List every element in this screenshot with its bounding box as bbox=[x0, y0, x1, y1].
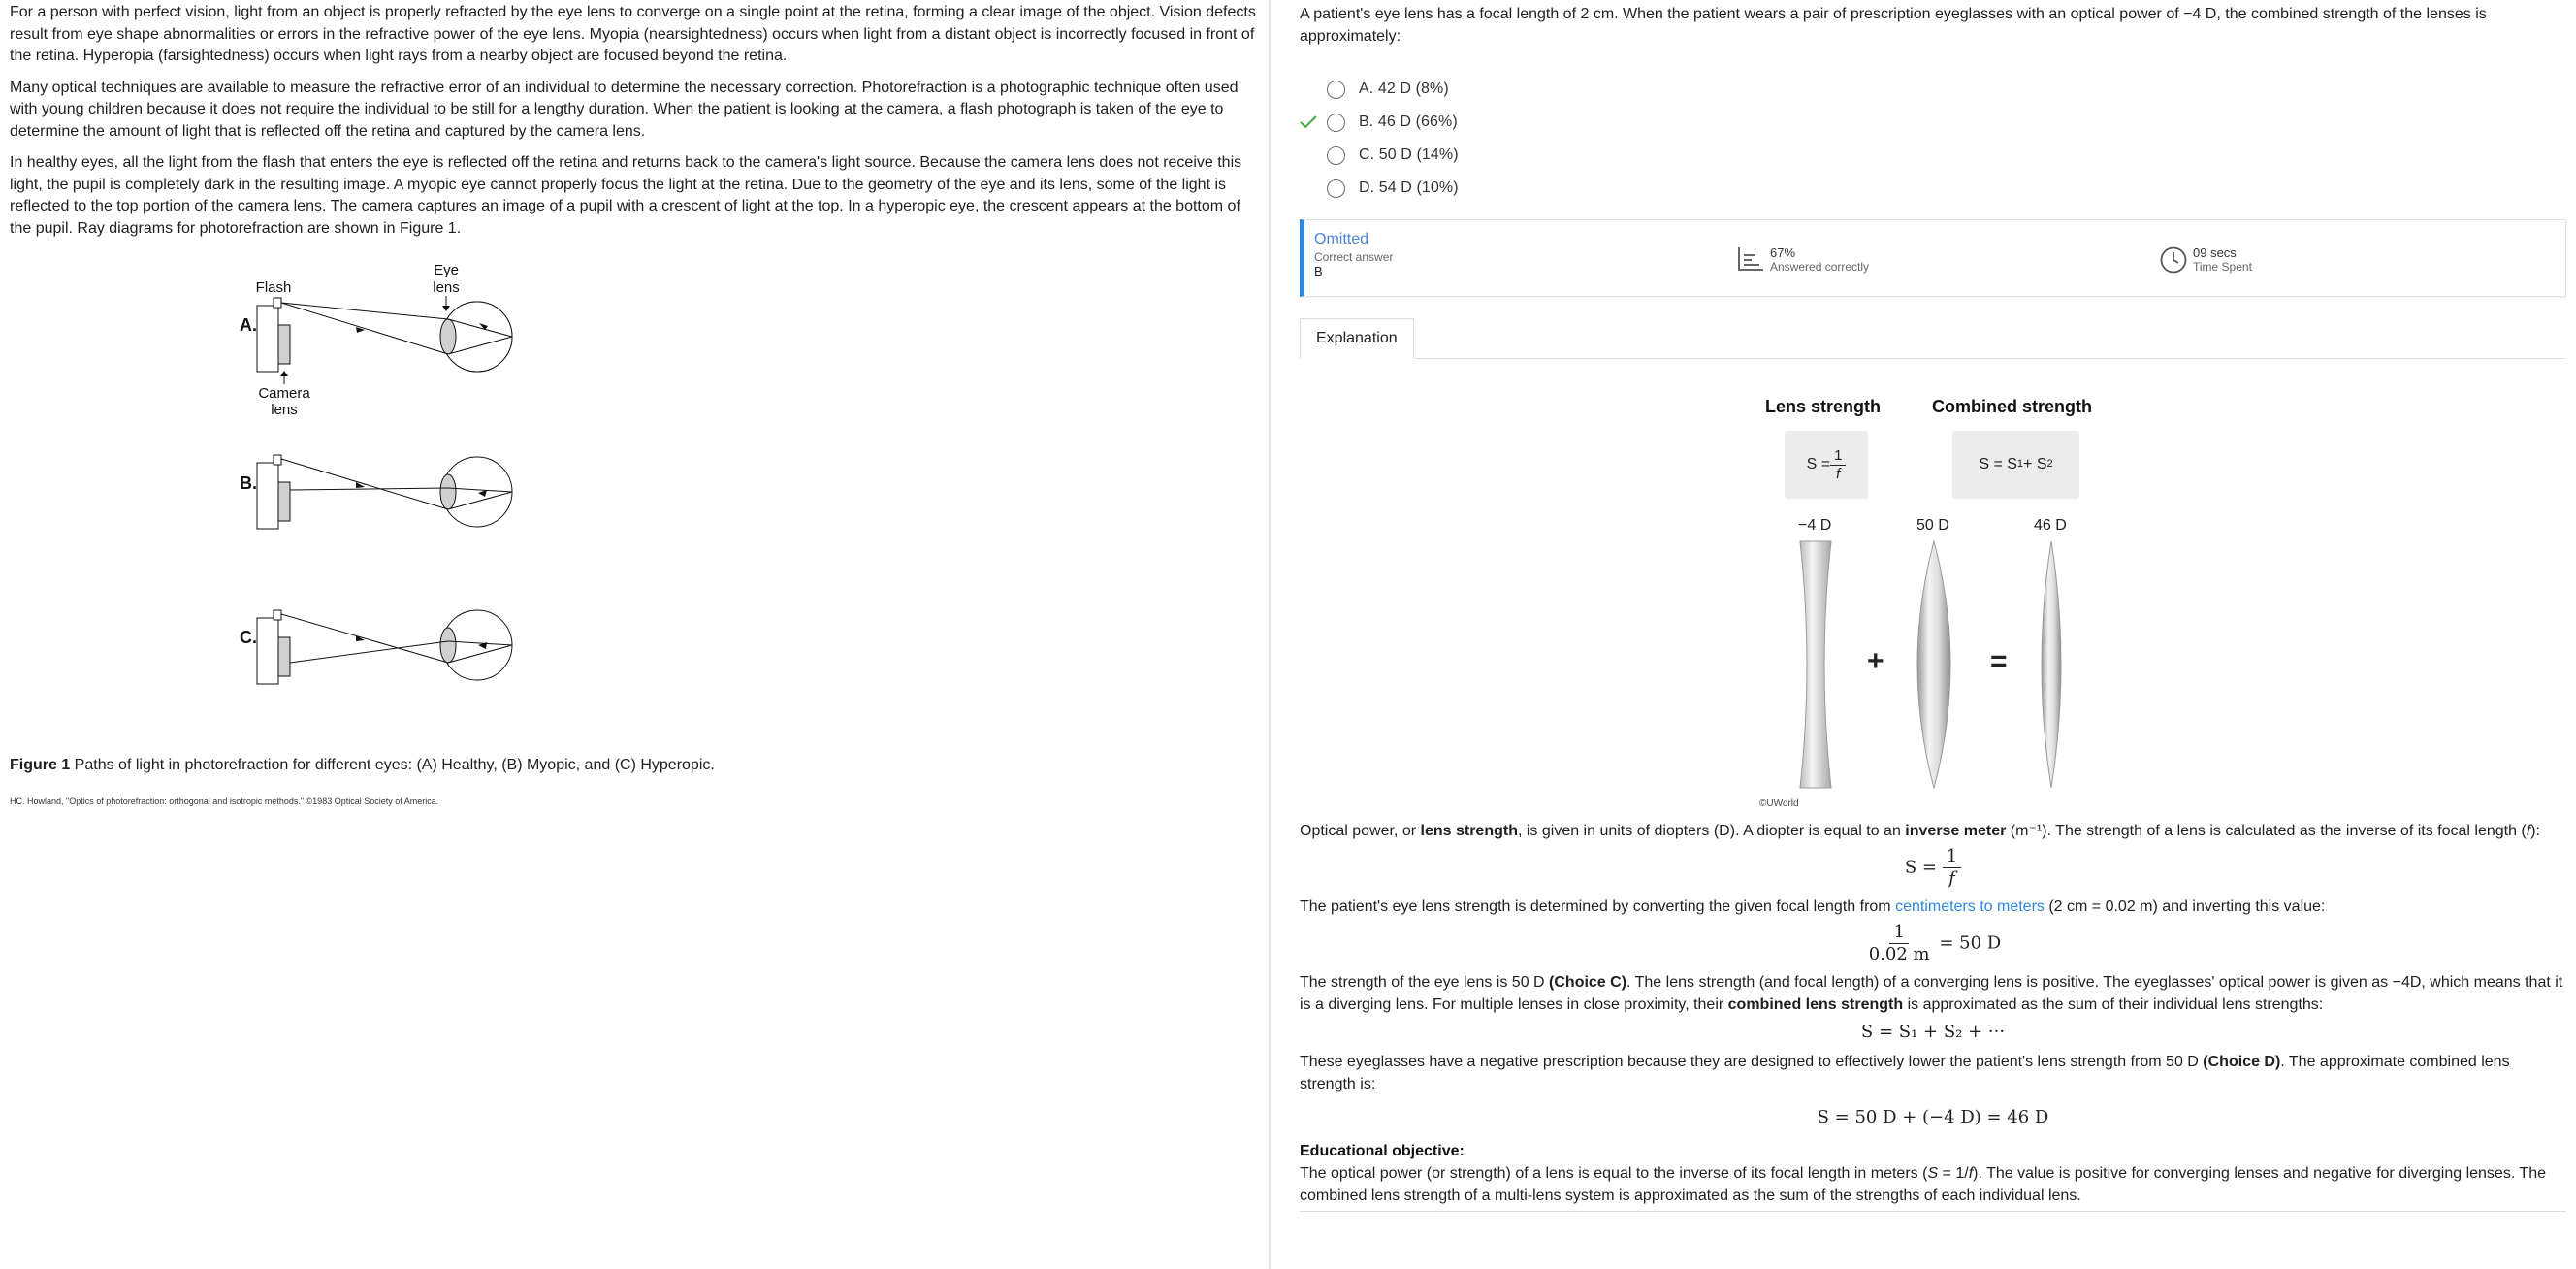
passage-paragraph-1: For a person with perfect vision, light from an object is properly refracted by the eye lens to converge on a single point at the retina, forming a clear image of the object. Vision defects result from eye shape abnormalities or errors in the refractive power of the eye lens. Myopia (nearsightedness) occurs when light from a distant object is incorrectly focused in front of the retina. Hyperopia (farsightedness) occurs when light rays from a nearby object are focused beyond the retina. bbox=[10, 4, 1256, 64]
bar-chart-icon bbox=[1736, 245, 1765, 273]
explanation-tabs bbox=[1300, 318, 2566, 359]
camera-body-c bbox=[257, 618, 278, 684]
photorefraction-ray-diagram bbox=[10, 249, 883, 734]
answer-choices bbox=[1300, 73, 2566, 205]
choice-b-label: B. 46 D (66%) bbox=[1359, 114, 1458, 131]
camera-label: Camera bbox=[258, 385, 310, 402]
diverging-lens-label: −4 D bbox=[1798, 517, 1832, 534]
plus-sign: + bbox=[1867, 645, 1884, 677]
figure-caption bbox=[10, 754, 1259, 776]
combined-strength-formula: S = S 1 + S 2 bbox=[1952, 431, 2079, 499]
time-label: Time Spent bbox=[2193, 260, 2252, 274]
diagram-b-label: B. bbox=[240, 473, 257, 493]
camera-lens-b bbox=[278, 482, 290, 521]
passage-paragraph-3: In healthy eyes, all the light from the flash that enters the eye is reflected off the retina and returns back to the camera's light source. Because the camera lens does not receive this light, the pupil is completely dark in the resulting image. A myopic eye cannot properly focus the light at the retina. Due to the geometry of the eye and its lens, some of the light is reflected to the top portion of the camera lens. The camera captures an image of a pupil with a crescent of light at the top. In a hyperopic eye, the crescent appears at the bottom of the pupil. Ray diagrams for photorefraction are shown in Figure 1. bbox=[10, 154, 1242, 237]
lens-strength-title: Lens strength bbox=[1765, 397, 1882, 416]
lens-images bbox=[1300, 378, 2566, 825]
choice-c-label: C. 50 D (14%) bbox=[1359, 146, 1459, 164]
eye-lens-label: Eye bbox=[434, 262, 459, 278]
radio-button[interactable] bbox=[1327, 114, 1345, 132]
figure-citation: HC. Howland, "Optics of photorefraction: orthogonal and isotropic methods." ©1983 Optical Society of America. bbox=[10, 797, 439, 807]
time-value: 09 secs bbox=[2193, 245, 2237, 260]
equation-eye-lens: $\frac{1}{0.02 m}$ = 50 D bbox=[1868, 922, 2002, 964]
copyright-text: ©UWorld bbox=[1759, 798, 1799, 809]
time-block bbox=[2193, 245, 2252, 274]
radio-button[interactable] bbox=[1327, 81, 1345, 99]
radio-button[interactable] bbox=[1327, 146, 1345, 165]
correct-answer-value: B bbox=[1314, 264, 1323, 279]
camera-body-b bbox=[257, 463, 278, 529]
tab-explanation[interactable]: Explanation bbox=[1300, 318, 1414, 359]
camera-lens-label: lens bbox=[271, 402, 298, 418]
combined-strength-title: Combined strength bbox=[1932, 397, 2092, 416]
diagram-c-label: C. bbox=[240, 628, 257, 647]
flash-label: Flash bbox=[255, 279, 292, 296]
percent-block bbox=[1770, 245, 1869, 274]
equals-sign: = bbox=[1990, 645, 2008, 677]
camera-body-a bbox=[257, 306, 278, 372]
eye-lens-c bbox=[440, 628, 456, 663]
explanation-paragraph-1: Optical power, or lens strength, is given in units of diopters (D). A diopter is equal to an inverse meter (m⁻¹). The strength of a lens is calculated as the inverse of its focal length (f): bbox=[1300, 823, 2540, 839]
diverging-lens-image bbox=[1800, 541, 1831, 788]
equation-combined: S = S₁ + S₂ + ··· bbox=[1860, 1022, 2006, 1042]
diagram-a-label: A. bbox=[240, 315, 257, 335]
eye-lens-label-2: lens bbox=[433, 279, 460, 296]
educational-objective-text: The optical power (or strength) of a lens is equal to the inverse of its focal length in meters (S = 1/f). The value is positive for converging lenses and negative for diverging lenses. The combined lens strength of a multi-lens system is approximated as the sum of the strengths of each individual lens. bbox=[1300, 1165, 2546, 1205]
eye-lens-power-label: 50 D bbox=[1916, 517, 1949, 534]
camera-lens-c bbox=[278, 637, 290, 676]
flash-c bbox=[274, 610, 281, 620]
correct-check-icon bbox=[1298, 112, 1319, 133]
lens-strength-formula: S = $\frac{1}{f}$ bbox=[1785, 431, 1868, 499]
flash-a bbox=[274, 298, 281, 308]
question-pane bbox=[1300, 0, 2566, 1269]
explanation-paragraph-3: The strength of the eye lens is 50 D (Choice C). The lens strength (and focal length) of a converging lens is positive. The eyeglasses' optical power is given as −4D, which means that it is a diverging lens. For multiple lenses in close proximity, their combined lens strength is approximated as the sum of their individual lens strengths: bbox=[1300, 974, 2563, 1013]
flash-b bbox=[274, 455, 281, 465]
passage-pane bbox=[0, 0, 1269, 1269]
educational-objective-title: Educational objective: bbox=[1300, 1143, 1465, 1160]
eye-lens-b bbox=[440, 474, 456, 509]
explanation-paragraph-4: These eyeglasses have a negative prescription because they are designed to effectively lower the patient's lens strength from 50 D (Choice D). The approximate combined lens strength is: bbox=[1300, 1054, 2510, 1093]
eye-lens-a bbox=[440, 319, 456, 354]
centimeters-to-meters-link[interactable]: centimeters to meters bbox=[1895, 898, 2045, 915]
passage-paragraph-2: Many optical techniques are available to measure the refractive error of an individual to determine the necessary correction. Photorefraction is a photographic technique often used with young children because it does not require the individual to be still for a lengthy duration. When the patient is looking at the camera, a flash photograph is taken of the eye to determine the amount of light that is reflected off the retina and captured by the camera lens. bbox=[10, 79, 1239, 140]
status-block bbox=[1314, 228, 1393, 278]
figure-caption-label: Figure 1 bbox=[10, 757, 71, 773]
pane-divider[interactable] bbox=[1269, 0, 1271, 1269]
question-text: A patient's eye lens has a focal length of 2 cm. When the patient wears a pair of prescription eyeglasses with an optical power of −4 D, the combined strength of the lenses is approximately: bbox=[1300, 6, 2487, 45]
combined-lens-label: 46 D bbox=[2034, 517, 2067, 534]
radio-button[interactable] bbox=[1327, 179, 1345, 198]
choice-a[interactable] bbox=[1300, 73, 2566, 106]
choice-b[interactable] bbox=[1300, 106, 2566, 139]
equation-lens-strength: S = $\frac{1}{f}$ bbox=[1300, 846, 2566, 890]
figure-1 bbox=[10, 249, 883, 754]
status-text: Omitted bbox=[1314, 231, 1369, 247]
lens-strength-diagram bbox=[1300, 378, 2566, 825]
clock-icon bbox=[2159, 245, 2188, 275]
equation-result: S = 50 D + (−4 D) = 46 D bbox=[1817, 1107, 2049, 1128]
explanation-body bbox=[1300, 820, 2566, 1212]
figure-caption-text: Paths of light in photorefraction for different eyes: (A) Healthy, (B) Myopic, and (C) Hyperopic. bbox=[70, 757, 715, 773]
percent-label: Answered correctly bbox=[1770, 260, 1870, 274]
percent-value: 67% bbox=[1770, 245, 1796, 260]
correct-answer-label: Correct answer bbox=[1314, 250, 1394, 265]
choice-d-label: D. 54 D (10%) bbox=[1359, 179, 1459, 197]
choice-a-label: A. 42 D (8%) bbox=[1359, 81, 1449, 98]
answer-stats-bar bbox=[1300, 219, 2566, 297]
explanation-paragraph-2: The patient's eye lens strength is determined by converting the given focal length from centimeters to meters (2 cm = 0.02 m) and inverting this value: bbox=[1300, 898, 2326, 915]
bottom-divider bbox=[1300, 1211, 2566, 1212]
choice-d[interactable] bbox=[1300, 172, 2566, 205]
choice-c[interactable] bbox=[1300, 139, 2566, 172]
combined-lens-image bbox=[2042, 541, 2061, 788]
converging-lens-image bbox=[1917, 541, 1950, 788]
camera-lens-a bbox=[278, 325, 290, 364]
